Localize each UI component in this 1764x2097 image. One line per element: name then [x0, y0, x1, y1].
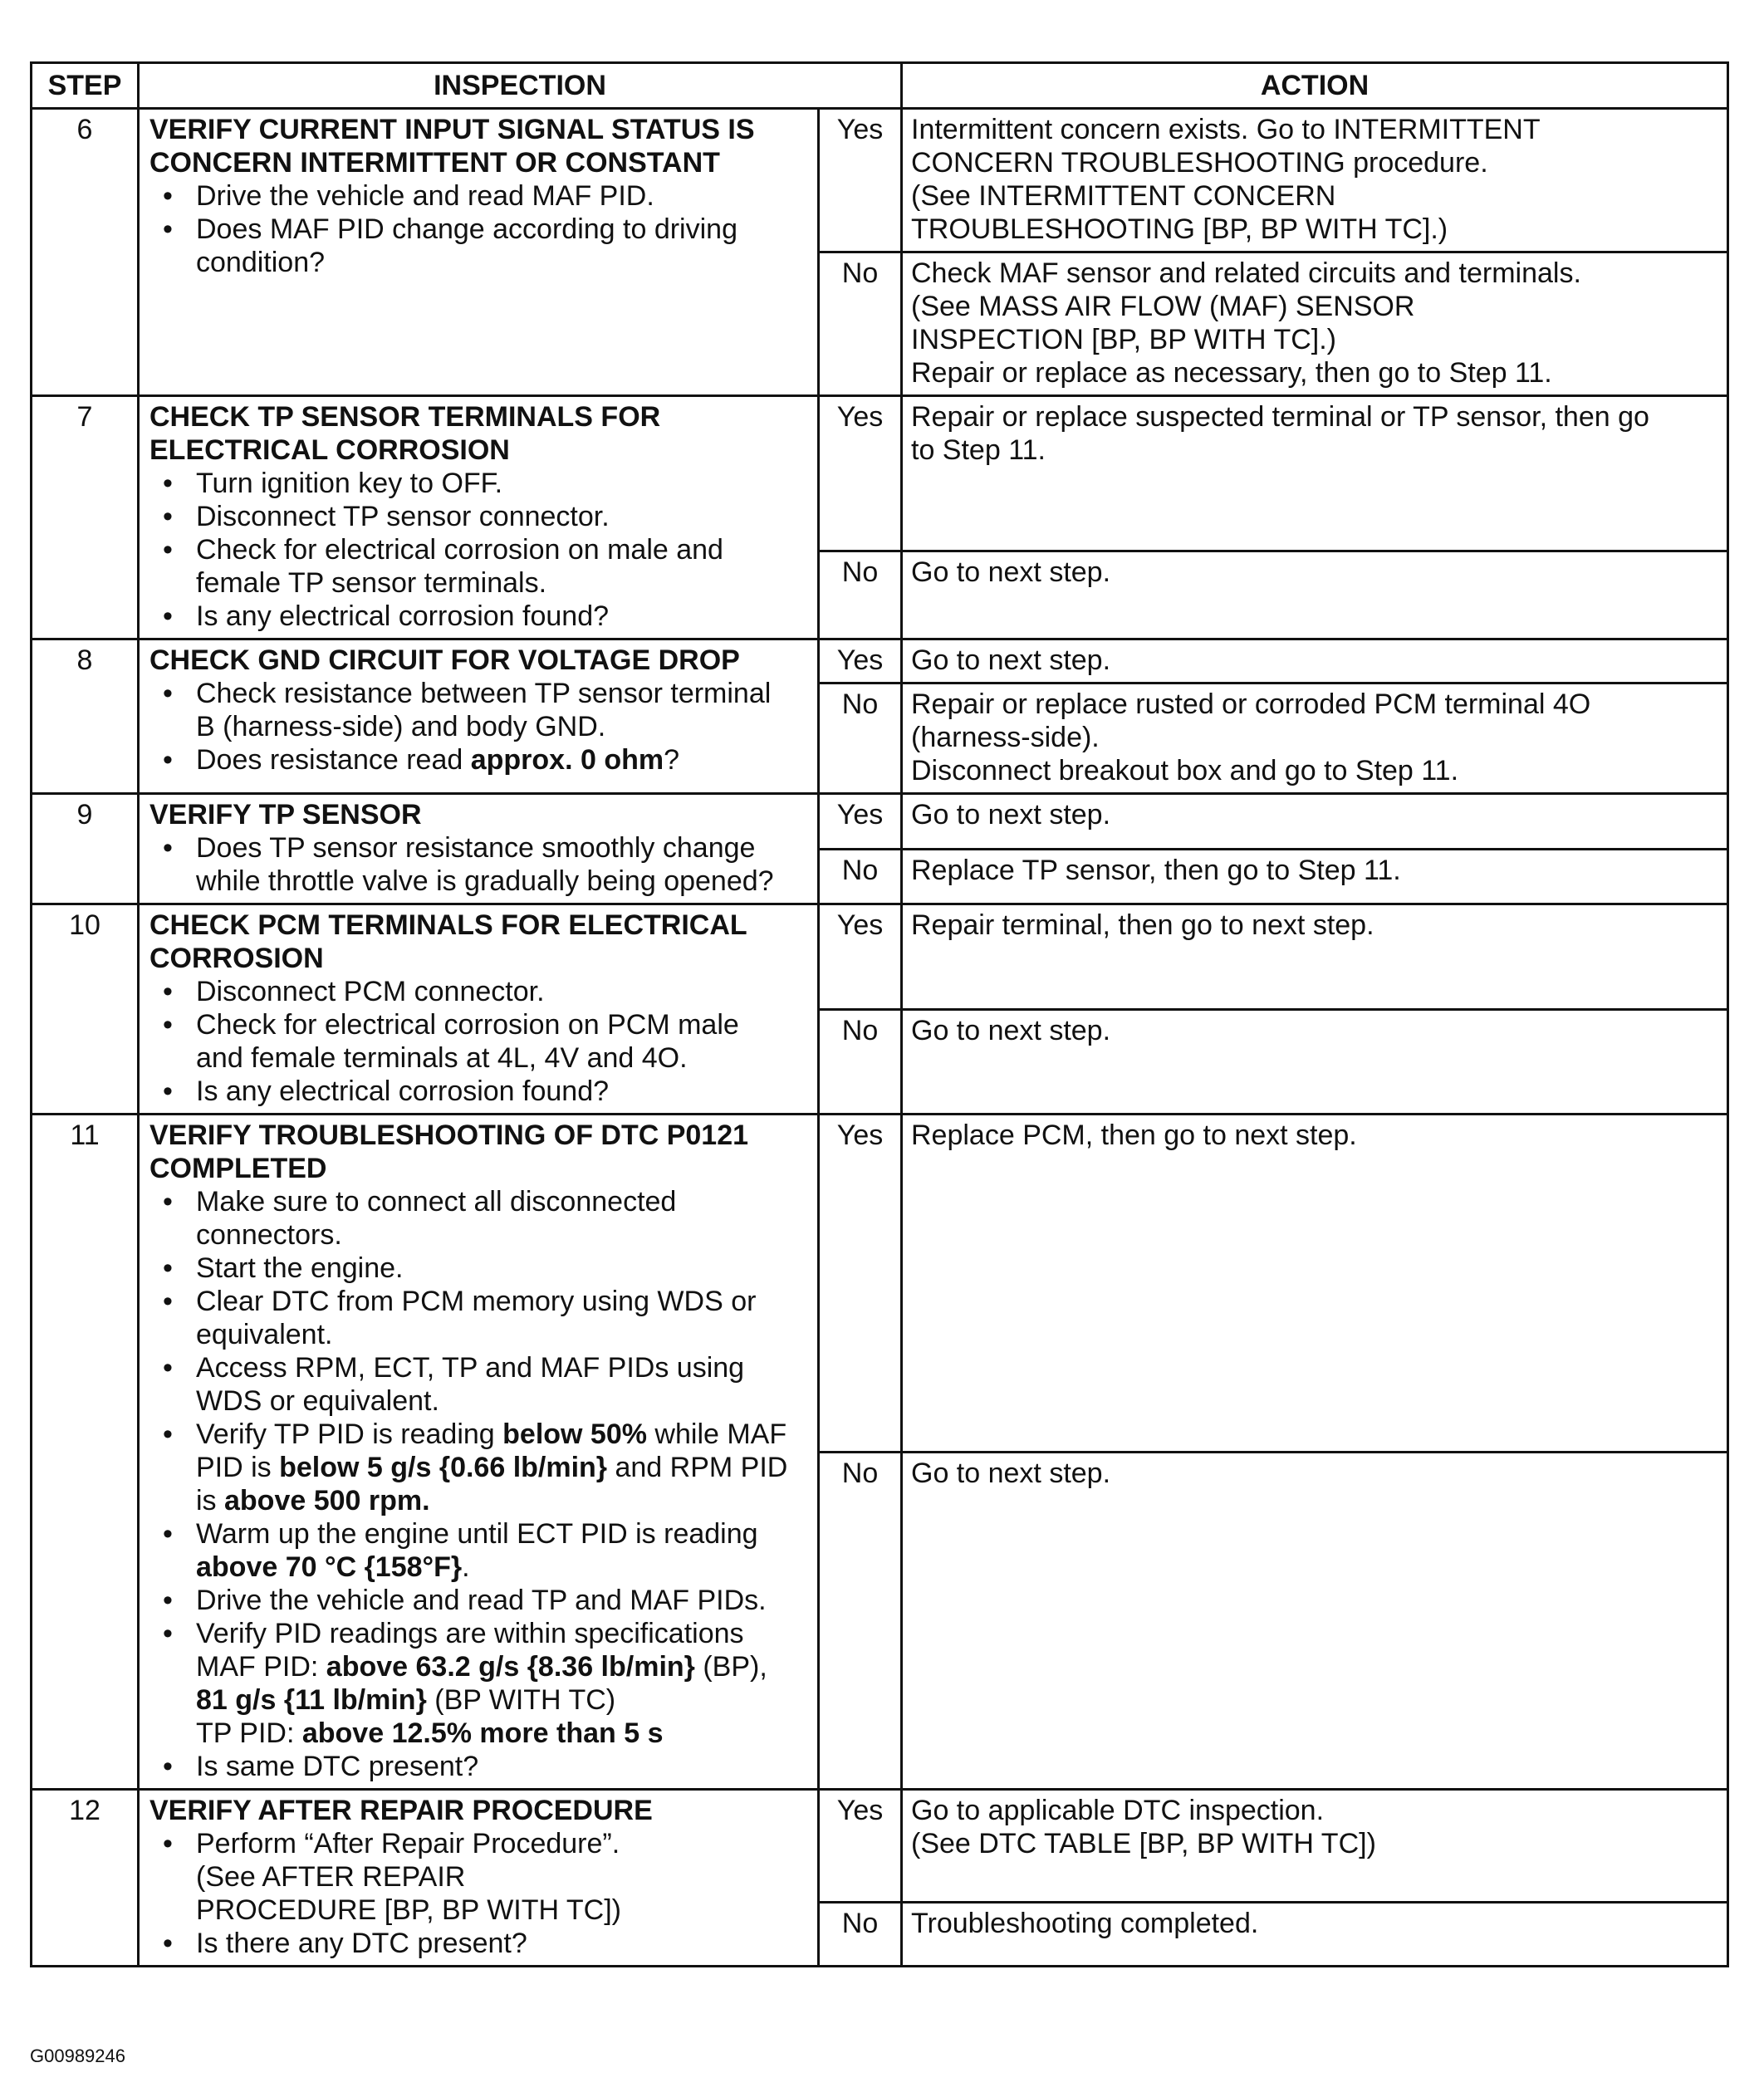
- list-item: • Does resistance read approx. 0 ohm?: [196, 743, 809, 777]
- list-item: • Is same DTC present?: [196, 1750, 809, 1783]
- inspection-list: [149, 831, 809, 898]
- step-12-inspection: [139, 1790, 819, 1967]
- no-label: No: [819, 551, 902, 639]
- inspection-title: VERIFY TROUBLESHOOTING OF DTC P0121 COMPLETED: [149, 1120, 749, 1184]
- step-9-inspection: [139, 794, 819, 904]
- yes-label: Yes: [819, 1790, 902, 1903]
- step-8-inspection: [139, 639, 819, 794]
- step-number: 9: [32, 794, 139, 904]
- step-10-yes-row: [32, 904, 1728, 1010]
- no-action: Go to next step.: [902, 1009, 1728, 1115]
- troubleshooting-table: [30, 61, 1729, 1967]
- list-item: • Disconnect TP sensor connector.: [196, 500, 809, 533]
- list-item: • Verify PID readings are within specifications MAF PID: above 63.2 g/s {8.36 lb/min} (BP), 81 g/s {11 lb/min} (BP WITH TC) TP PID: above 12.5% more than 5 s: [196, 1617, 809, 1750]
- troubleshooting-table-container: [30, 61, 1727, 1967]
- list-item: • Verify TP PID is reading below 50% while MAF PID is below 5 g/s {0.66 lb/min} and RPM PID is above 500 rpm.: [196, 1418, 809, 1517]
- inspection-list: [149, 677, 809, 777]
- no-label: No: [819, 252, 902, 396]
- no-action: Check MAF sensor and related circuits and terminals. (See MASS AIR FLOW (MAF) SENSOR INSPECTION [BP, BP WITH TC].) Repair or replace as necessary, then go to Step 11.: [902, 252, 1728, 396]
- list-item: • Start the engine.: [196, 1252, 809, 1285]
- step-7-inspection: [139, 396, 819, 639]
- yes-label: Yes: [819, 396, 902, 551]
- inspection-list: [149, 1827, 809, 1960]
- step-6-inspection: [139, 109, 819, 396]
- no-action: Replace TP sensor, then go to Step 11.: [902, 849, 1728, 904]
- list-item: • Warm up the engine until ECT PID is reading above 70 °C {158°F}.: [196, 1517, 809, 1584]
- list-item: • Turn ignition key to OFF.: [196, 467, 809, 500]
- list-item: • Check for electrical corrosion on PCM male and female terminals at 4L, 4V and 4O.: [196, 1008, 809, 1075]
- inspection-list: [149, 975, 809, 1108]
- step-number: 7: [32, 396, 139, 639]
- list-item: • Does MAF PID change according to driving condition?: [196, 213, 809, 279]
- no-action: Repair or replace rusted or corroded PCM terminal 4O (harness-side). Disconnect breakout box and go to Step 11.: [902, 683, 1728, 794]
- yes-action: Replace PCM, then go to next step.: [902, 1115, 1728, 1453]
- step-number: 10: [32, 904, 139, 1115]
- list-item: • Does TP sensor resistance smoothly change while throttle valve is gradually being opened?: [196, 831, 809, 898]
- list-item: • Drive the vehicle and read TP and MAF PIDs.: [196, 1584, 809, 1617]
- inspection-title: VERIFY TP SENSOR: [149, 799, 422, 830]
- step-number: 8: [32, 639, 139, 794]
- yes-action: Go to next step.: [902, 639, 1728, 683]
- step-number: 6: [32, 109, 139, 396]
- yes-label: Yes: [819, 639, 902, 683]
- inspection-list: [149, 1185, 809, 1783]
- list-item: • Check for electrical corrosion on male and female TP sensor terminals.: [196, 533, 809, 600]
- step-8-yes-row: [32, 639, 1728, 683]
- no-action: Go to next step.: [902, 551, 1728, 639]
- no-label: No: [819, 1452, 902, 1790]
- yes-label: Yes: [819, 109, 902, 252]
- step-10-inspection: [139, 904, 819, 1115]
- no-label: No: [819, 849, 902, 904]
- inspection-title: CHECK PCM TERMINALS FOR ELECTRICAL CORROSION: [149, 909, 747, 974]
- list-item: • Is any electrical corrosion found?: [196, 1075, 809, 1108]
- header-action: ACTION: [902, 63, 1728, 109]
- list-item: • Perform “After Repair Procedure”. (See AFTER REPAIR PROCEDURE [BP, BP WITH TC]): [196, 1827, 809, 1927]
- step-6-yes-row: [32, 109, 1728, 252]
- yes-label: Yes: [819, 794, 902, 850]
- yes-action: Go to applicable DTC inspection. (See DTC TABLE [BP, BP WITH TC]): [902, 1790, 1728, 1903]
- list-item: • Is any electrical corrosion found?: [196, 600, 809, 633]
- yes-action: Repair or replace suspected terminal or TP sensor, then go to Step 11.: [902, 396, 1728, 551]
- no-label: No: [819, 1009, 902, 1115]
- header-inspection: INSPECTION: [139, 63, 902, 109]
- list-item: • Make sure to connect all disconnected connectors.: [196, 1185, 809, 1252]
- no-action: Go to next step.: [902, 1452, 1728, 1790]
- yes-action: Go to next step.: [902, 794, 1728, 850]
- yes-label: Yes: [819, 1115, 902, 1453]
- step-11-inspection: [139, 1115, 819, 1790]
- inspection-list: [149, 467, 809, 633]
- step-number: 11: [32, 1115, 139, 1790]
- list-item: • Is there any DTC present?: [196, 1927, 809, 1960]
- header-step: STEP: [32, 63, 139, 109]
- step-9-yes-row: [32, 794, 1728, 850]
- step-12-yes-row: [32, 1790, 1728, 1903]
- step-11-yes-row: [32, 1115, 1728, 1453]
- no-label: No: [819, 683, 902, 794]
- list-item: • Check resistance between TP sensor terminal B (harness-side) and body GND.: [196, 677, 809, 743]
- inspection-title: CHECK TP SENSOR TERMINALS FOR ELECTRICAL CORROSION: [149, 401, 661, 466]
- list-item: • Access RPM, ECT, TP and MAF PIDs using WDS or equivalent.: [196, 1351, 809, 1418]
- yes-action: Intermittent concern exists. Go to INTERMITTENT CONCERN TROUBLESHOOTING procedure. (See INTERMITTENT CONCERN TROUBLESHOOTING [BP, BP WITH TC].): [902, 109, 1728, 252]
- inspection-title: VERIFY AFTER REPAIR PROCEDURE: [149, 1795, 653, 1826]
- yes-action: Repair terminal, then go to next step.: [902, 904, 1728, 1010]
- inspection-title: VERIFY CURRENT INPUT SIGNAL STATUS IS CONCERN INTERMITTENT OR CONSTANT: [149, 114, 755, 179]
- yes-label: Yes: [819, 904, 902, 1010]
- inspection-list: [149, 179, 809, 279]
- header-row: [32, 63, 1728, 109]
- list-item: • Drive the vehicle and read MAF PID.: [196, 179, 809, 213]
- no-label: No: [819, 1902, 902, 1966]
- inspection-title: CHECK GND CIRCUIT FOR VOLTAGE DROP: [149, 644, 740, 676]
- figure-code: G00989246: [30, 2046, 125, 2066]
- list-item: • Disconnect PCM connector.: [196, 975, 809, 1008]
- step-number: 12: [32, 1790, 139, 1967]
- step-7-yes-row: [32, 396, 1728, 551]
- list-item: • Clear DTC from PCM memory using WDS or equivalent.: [196, 1285, 809, 1351]
- no-action: Troubleshooting completed.: [902, 1902, 1728, 1966]
